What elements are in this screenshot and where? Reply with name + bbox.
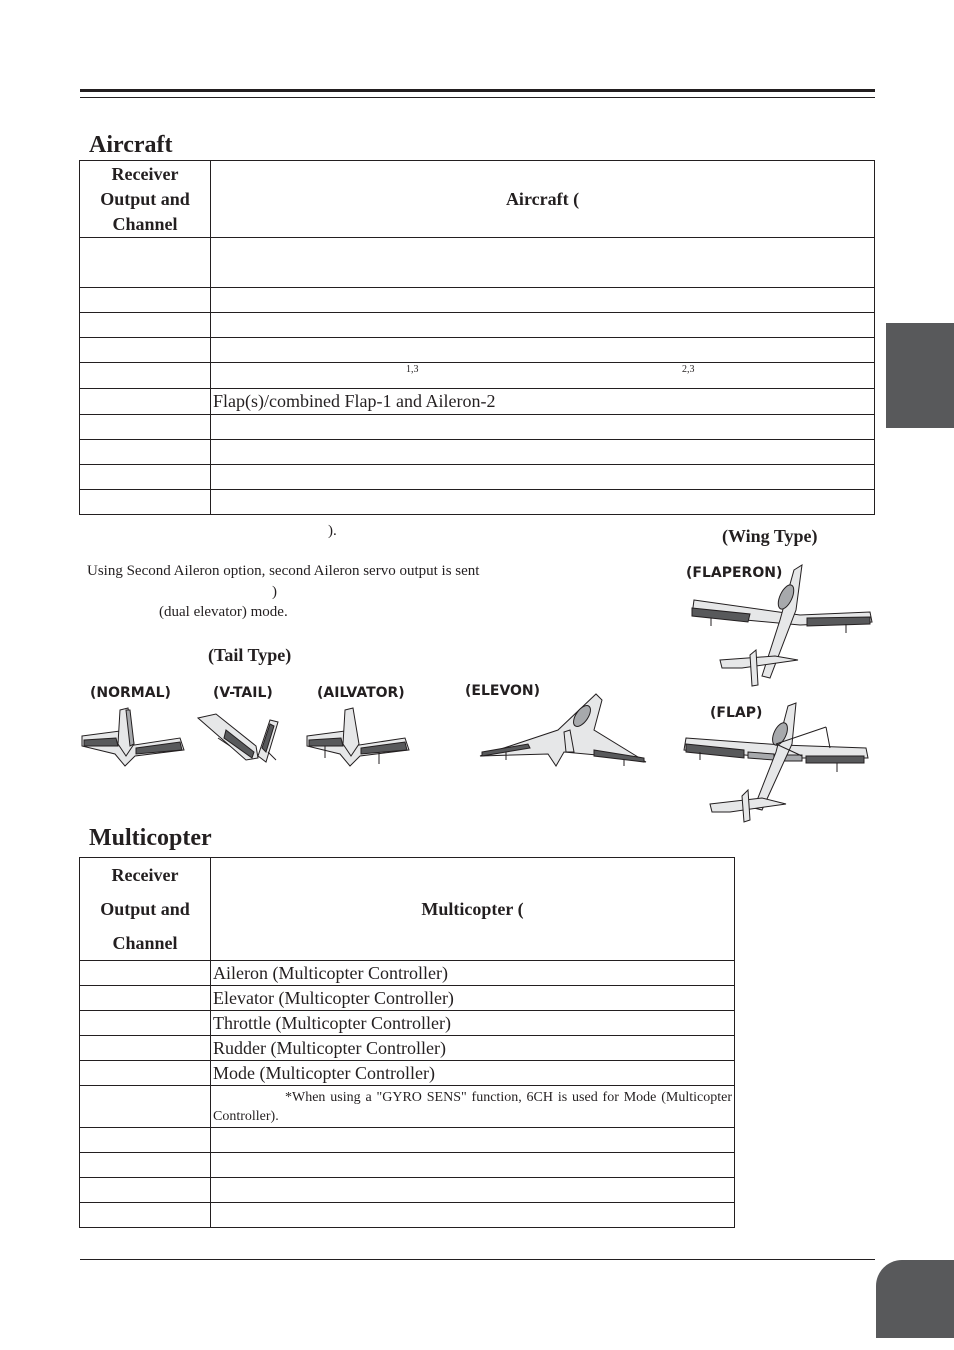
mode-row: Mode (Multicopter Controller) (211, 1061, 735, 1086)
table-row (80, 1086, 735, 1128)
table-row (80, 961, 735, 986)
ailvator-tail-illustration (305, 706, 415, 771)
table-header-row (80, 858, 735, 961)
chapter-tab (886, 323, 954, 428)
elevator-row: Elevator (Multicopter Controller) (211, 986, 735, 1011)
column-header-multicopter: Multicopter ( (211, 858, 735, 961)
table-row (80, 1203, 735, 1228)
flap-row-text: Flap(s)/combined Flap-1 and Aileron-2 (211, 389, 875, 415)
table-row (80, 1178, 735, 1203)
table-row (80, 1061, 735, 1086)
ailvator-label: (AILVATOR) (317, 685, 405, 701)
elevon-airplane-illustration (478, 690, 653, 770)
footnote-ref: 2,3 (682, 364, 695, 375)
multicopter-channel-table (79, 857, 735, 1228)
table-row (80, 986, 735, 1011)
note-second-aileron: Using Second Aileron option, second Aileron servo output is sent (87, 563, 480, 579)
flap-label: (FLAP) (710, 705, 763, 721)
table-row (80, 1011, 735, 1036)
flaperon-label: (FLAPERON) (686, 565, 783, 581)
table-row (80, 238, 875, 288)
flaperon-airplane-illustration (680, 560, 880, 690)
rudder-row: Rudder (Multicopter Controller) (211, 1036, 735, 1061)
table-row (80, 490, 875, 515)
gyro-sens-note: *When using a "GYRO SENS" function, 6CH is used for Mode (Multicopter Controller). (211, 1086, 735, 1128)
wing-type-heading: (Wing Type) (722, 526, 818, 546)
footnote-ref: 1,3 (406, 364, 419, 375)
header-rule (80, 89, 875, 92)
note-paren: ). (328, 523, 337, 539)
table-row (80, 338, 875, 363)
table-row (80, 440, 875, 465)
flap-airplane-illustration (682, 700, 882, 825)
footer-rule (80, 1259, 875, 1260)
table-header-row (80, 161, 875, 238)
elevon-label: (ELEVON) (465, 683, 541, 699)
note-dual-elevator: (dual elevator) mode. (159, 604, 288, 620)
table-row (80, 389, 875, 415)
normal-tail-label: (NORMAL) (90, 685, 171, 701)
normal-tail-illustration (80, 706, 190, 771)
aircraft-channel-table (79, 160, 875, 515)
throttle-row: Throttle (Multicopter Controller) (211, 1011, 735, 1036)
header-rule-thin (80, 97, 875, 98)
table-row (80, 288, 875, 313)
table-row (80, 1153, 735, 1178)
table-row (80, 415, 875, 440)
multicopter-heading: Multicopter (89, 825, 212, 851)
aircraft-heading: Aircraft (89, 132, 173, 158)
page-number-tab (876, 1260, 954, 1338)
table-row (80, 465, 875, 490)
table-row (80, 313, 875, 338)
vtail-illustration (196, 708, 286, 773)
tail-type-heading: (Tail Type) (208, 645, 292, 665)
vtail-label: (V-TAIL) (213, 685, 273, 701)
column-header-aircraft: Aircraft ( (211, 161, 875, 238)
column-header-channel: Receiver Output and Channel (80, 161, 211, 238)
column-header-channel: Receiver Output and Channel (80, 858, 211, 961)
aileron-row: Aileron (Multicopter Controller) (211, 961, 735, 986)
table-row (80, 363, 875, 389)
note-paren-line: ) (272, 584, 277, 600)
table-row (80, 1036, 735, 1061)
table-row (80, 1128, 735, 1153)
